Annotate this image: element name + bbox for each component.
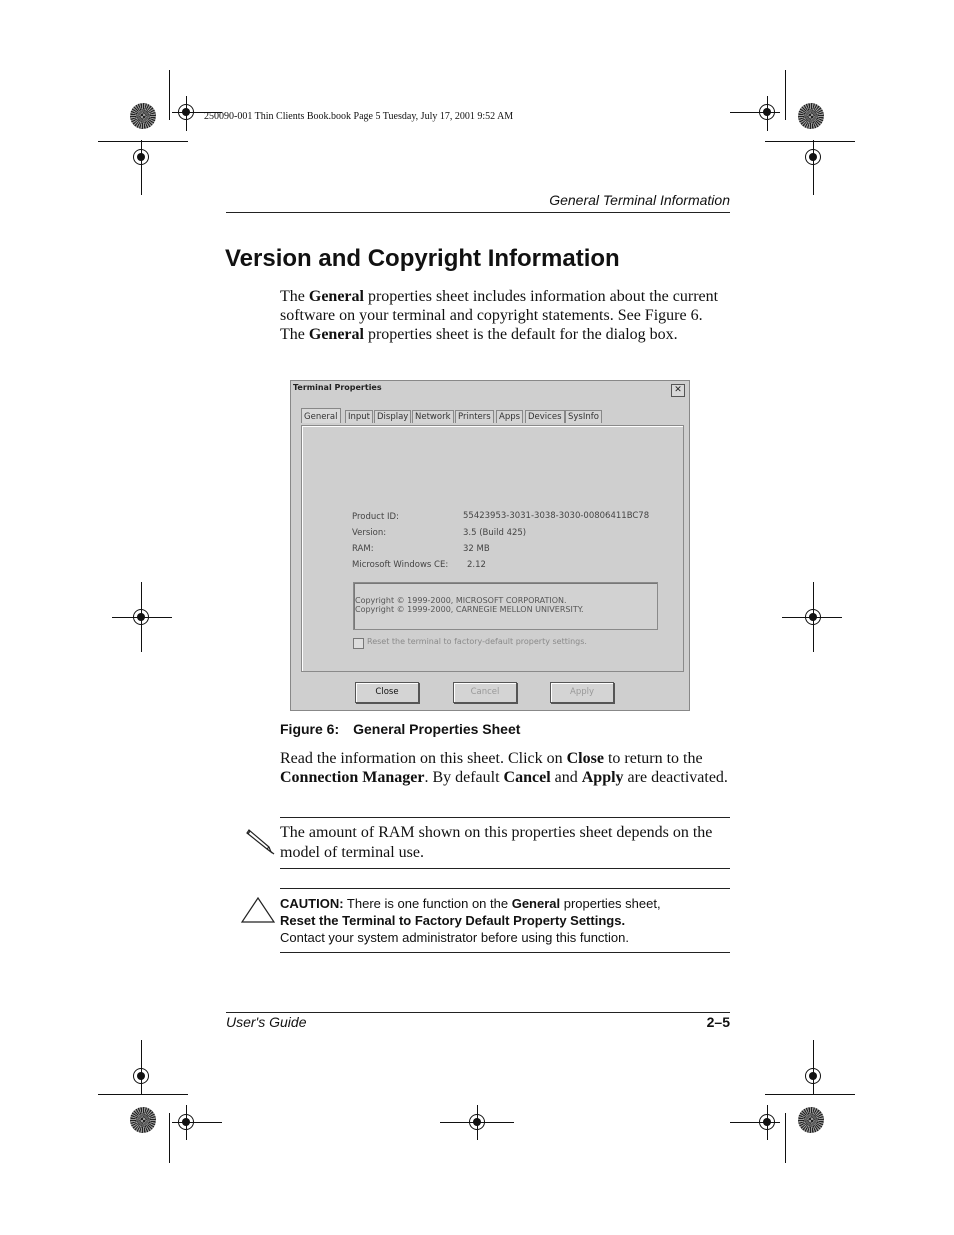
copyright-line-2: Copyright © 1999-2000, CARNEGIE MELLON UNIVERSITY. (355, 605, 584, 614)
caution-label: CAUTION: (280, 896, 344, 911)
product-id-value: 55423953-3031-3038-3030-00806411BC78 (463, 511, 650, 521)
version-value: 3.5 (Build 425) (463, 528, 527, 538)
terminal-properties-dialog (290, 380, 690, 711)
figure-title: General Properties Sheet (353, 721, 521, 737)
apply-button[interactable]: Apply (550, 682, 614, 703)
reset-checkbox-label: Reset the terminal to factory-default property settings. (367, 637, 587, 646)
close-button[interactable]: Close (355, 682, 419, 703)
tab-apps[interactable]: Apps (496, 410, 523, 423)
tab-display[interactable]: Display (374, 410, 411, 423)
close-icon[interactable]: ✕ (671, 384, 685, 397)
header-rule (226, 212, 730, 213)
section-title: Version and Copyright Information (225, 245, 620, 272)
tab-devices[interactable]: Devices (525, 410, 565, 423)
dialog-title: Terminal Properties (293, 383, 382, 392)
pencil-icon (244, 827, 276, 855)
tab-network[interactable]: Network (412, 410, 454, 423)
note-text: The amount of RAM shown on this properties sheet depends on the model of terminal use. (280, 824, 713, 861)
figure-number: Figure 6: (280, 721, 340, 737)
tab-sysinfo[interactable]: SysInfo (565, 410, 602, 423)
footer-left: User's Guide (226, 1014, 307, 1030)
caution-top-rule (280, 888, 730, 889)
ram-value: 32 MB (463, 544, 490, 554)
note-top-rule (280, 817, 730, 818)
caution-text: CAUTION: There is one function on the General properties sheet, Reset the Terminal to Factory Default Property Settings. Contact your system administrator before using this function. (280, 896, 661, 945)
page-number: 2–5 (706, 1014, 730, 1030)
copyright-line-1: Copyright © 1999-2000, MICROSOFT CORPORATION. (355, 596, 567, 605)
windows-ce-label: Microsoft Windows CE: (352, 560, 449, 570)
cancel-button[interactable]: Cancel (453, 682, 517, 703)
caution-bottom-rule (280, 952, 730, 953)
print-header: 250090-001 Thin Clients Book.book Page 5 Tuesday, July 17, 2001 9:52 AM (204, 111, 514, 122)
reset-checkbox[interactable] (353, 638, 364, 649)
running-head: General Terminal Information (549, 192, 730, 208)
ram-label: RAM: (352, 544, 374, 554)
tab-general[interactable]: General (301, 408, 341, 423)
copyright-box (353, 582, 658, 630)
windows-ce-value: 2.12 (467, 560, 486, 570)
note-bottom-rule (280, 868, 730, 869)
tab-printers[interactable]: Printers (455, 410, 494, 423)
body-paragraph: Read the information on this sheet. Click on Close to return to the Connection Manager. By default Cancel and Apply are deactivated. (280, 750, 728, 786)
intro-paragraph: The General properties sheet includes information about the current software on your terminal and copyright statements. See Figure 6. The General properties sheet is the default for the dialog box. (280, 288, 719, 343)
footer-rule (226, 1012, 730, 1013)
tab-input[interactable]: Input (345, 410, 373, 423)
warning-triangle-icon (240, 896, 276, 924)
figure-caption (280, 721, 520, 737)
product-id-label: Product ID: (352, 512, 399, 522)
version-label: Version: (352, 528, 387, 538)
